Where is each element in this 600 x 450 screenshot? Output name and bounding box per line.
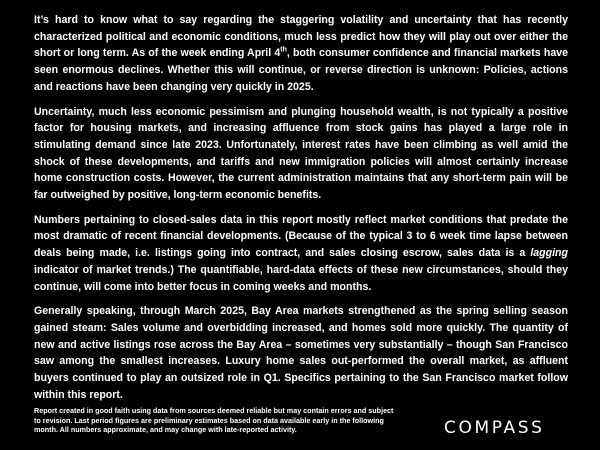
paragraph-closed-sales-text-cont: indicator of market trends.) The quantifiable, hard-data effects of these new circumstances, should they continue, will come into better focus in coming weeks and months. [34,263,568,293]
paragraph-uncertainty: Uncertainty, much less economic pessimism and plunging household wealth, is not typically a positive factor for housing markets, and increasing affluence from stock gains has played a large role in stimulating demand since late 2023. Unfortunately, interest rates have been climbing as well amid the shock of these developments, and tariffs and new immigration policies will almost certainly increase home construction costs. However, the current administration maintains that any short-term pain will be far outweighed by positive, long-term economic benefits. [34,105,568,202]
ordinal-suffix: th [280,46,287,54]
footer-disclaimer: Report created in good faith using data from sources deemed reliable but may contain errors and subject to revision. Last period figures are preliminary estimates based on data available early in the following month. All numbers approximate, and may change with late-reported activity. [34,406,394,435]
compass-logo: COMPASS [444,418,545,438]
paragraph-market-summary: Generally speaking, through March 2025, Bay Area markets strengthened as the spring selling season gained steam: Sales volume and overbidding increased, and homes sold more quickly. The quantity of new and active listings rose across the Bay Area – sometimes very substantially – though San Francisco saw among the smallest increases. Luxury home sales out-performed the overall market, as affluent buyers continued to play an outsized role in Q1. Specifics pertaining to the San Francisco market follow within this report. [34,305,568,401]
lagging-emphasis: lagging [530,247,568,260]
paragraph-closed-sales [34,212,568,296]
paragraph-intro [34,12,568,96]
paragraph-intro-text-cont: , both consumer confidence and financial markets have seen enormous declines. Whether this will continue, or reverse direction is unknown: Policies, actions and reactions have been changing very quickly in 2025. [34,47,569,93]
report-body [34,12,568,411]
paragraph-closed-sales-text: Numbers pertaining to closed-sales data in this report mostly reflect market conditions that predate the most dramatic of recent financial developments. (Because of the typical 3 to 6 week time lapse between deals being made, i.e. listings going into contract, and sales closing escrow, sales data is a [34,213,568,260]
paragraph-intro-text: It’s hard to know what to say regarding the staggering volatility and uncertainty that has recently characterized political and economic conditions, much less predict how they will play out over either the short or long term. As of the week ending April 4 [34,14,568,60]
